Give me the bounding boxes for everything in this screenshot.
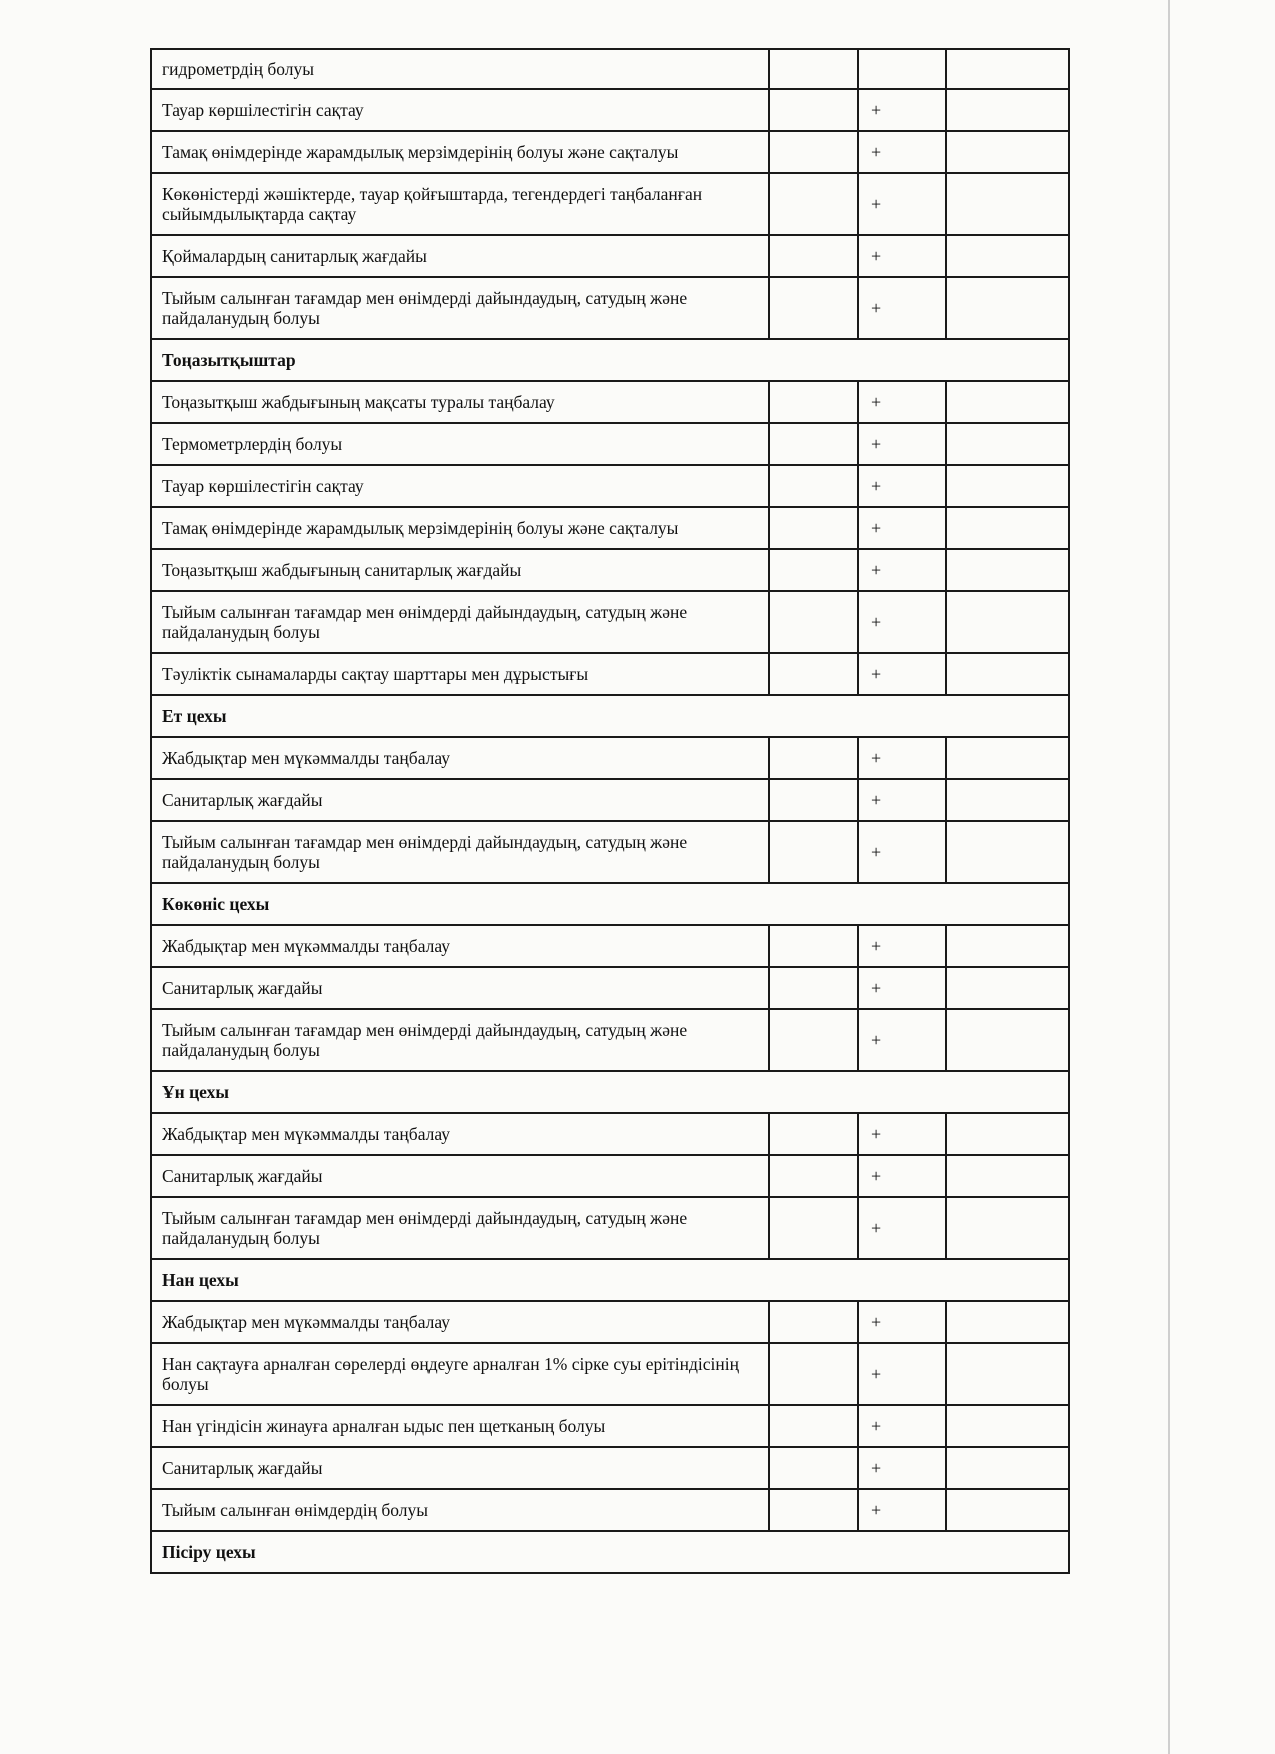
mark-cell bbox=[946, 549, 1069, 591]
criterion-text: Тауар көршілестігін сақтау bbox=[151, 89, 769, 131]
criterion-text: Санитарлық жағдайы bbox=[151, 779, 769, 821]
checklist-row bbox=[151, 821, 1069, 883]
mark-cell bbox=[946, 1489, 1069, 1531]
mark-cell bbox=[769, 1009, 858, 1071]
checklist-row bbox=[151, 131, 1069, 173]
mark-cell: + bbox=[858, 507, 946, 549]
criterion-text: Тауар көршілестігін сақтау bbox=[151, 465, 769, 507]
checklist-row bbox=[151, 1301, 1069, 1343]
mark-cell bbox=[769, 1113, 858, 1155]
criterion-text: Жабдықтар мен мүкәммалды таңбалау bbox=[151, 925, 769, 967]
checklist-row bbox=[151, 653, 1069, 695]
mark-cell: + bbox=[858, 779, 946, 821]
mark-cell: + bbox=[858, 1489, 946, 1531]
mark-cell: + bbox=[858, 465, 946, 507]
checklist-row bbox=[151, 1155, 1069, 1197]
mark-cell: + bbox=[858, 737, 946, 779]
section-header-row bbox=[151, 1259, 1069, 1301]
mark-cell: + bbox=[858, 235, 946, 277]
mark-cell bbox=[769, 591, 858, 653]
criterion-text: Көкөністерді жәшіктерде, тауар қойғыштарда, тегендердегі таңбаланған сыйымдылықтарда сақтау bbox=[151, 173, 769, 235]
section-header-row bbox=[151, 339, 1069, 381]
mark-cell: + bbox=[858, 821, 946, 883]
criterion-text: гидрометрдің болуы bbox=[151, 49, 769, 89]
checklist-row bbox=[151, 423, 1069, 465]
section-header-row bbox=[151, 695, 1069, 737]
mark-cell: + bbox=[858, 173, 946, 235]
checklist-row bbox=[151, 779, 1069, 821]
criterion-text: Тамақ өнімдерінде жарамдылық мерзімдерінің болуы және сақталуы bbox=[151, 131, 769, 173]
criterion-text: Тоңазытқыш жабдығының мақсаты туралы таңбалау bbox=[151, 381, 769, 423]
mark-cell bbox=[946, 821, 1069, 883]
mark-cell bbox=[769, 1447, 858, 1489]
mark-cell bbox=[946, 49, 1069, 89]
checklist-row bbox=[151, 1489, 1069, 1531]
mark-cell bbox=[769, 131, 858, 173]
section-header-row bbox=[151, 883, 1069, 925]
mark-cell: + bbox=[858, 1155, 946, 1197]
mark-cell bbox=[769, 549, 858, 591]
mark-cell: + bbox=[858, 423, 946, 465]
checklist-row bbox=[151, 1113, 1069, 1155]
checklist-row bbox=[151, 1197, 1069, 1259]
mark-cell: + bbox=[858, 1113, 946, 1155]
checklist-row bbox=[151, 549, 1069, 591]
mark-cell bbox=[946, 235, 1069, 277]
checklist-rows bbox=[151, 49, 1069, 1573]
mark-cell bbox=[946, 1009, 1069, 1071]
mark-cell bbox=[769, 49, 858, 89]
mark-cell bbox=[769, 507, 858, 549]
mark-cell bbox=[946, 967, 1069, 1009]
criterion-text: Санитарлық жағдайы bbox=[151, 1447, 769, 1489]
section-header-row bbox=[151, 1531, 1069, 1573]
mark-cell bbox=[769, 1301, 858, 1343]
criterion-text: Тәуліктік сынамаларды сақтау шарттары мен дұрыстығы bbox=[151, 653, 769, 695]
mark-cell bbox=[946, 1155, 1069, 1197]
checklist-row bbox=[151, 1447, 1069, 1489]
checklist-row bbox=[151, 737, 1069, 779]
mark-cell bbox=[769, 1405, 858, 1447]
mark-cell: + bbox=[858, 277, 946, 339]
criterion-text: Термометрлердің болуы bbox=[151, 423, 769, 465]
mark-cell bbox=[946, 381, 1069, 423]
mark-cell: + bbox=[858, 549, 946, 591]
mark-cell bbox=[946, 1113, 1069, 1155]
criterion-text: Тыйым салынған тағамдар мен өнімдерді дайындаудың, сатудың және пайдаланудың болуы bbox=[151, 1197, 769, 1259]
mark-cell bbox=[946, 591, 1069, 653]
mark-cell bbox=[769, 1489, 858, 1531]
criterion-text: Жабдықтар мен мүкәммалды таңбалау bbox=[151, 737, 769, 779]
mark-cell bbox=[858, 49, 946, 89]
mark-cell bbox=[946, 131, 1069, 173]
criterion-text: Тамақ өнімдерінде жарамдылық мерзімдерінің болуы және сақталуы bbox=[151, 507, 769, 549]
mark-cell bbox=[946, 277, 1069, 339]
mark-cell: + bbox=[858, 1405, 946, 1447]
mark-cell: + bbox=[858, 1009, 946, 1071]
mark-cell bbox=[946, 1447, 1069, 1489]
mark-cell bbox=[946, 737, 1069, 779]
section-title: Ұн цехы bbox=[151, 1071, 1069, 1113]
mark-cell bbox=[946, 1405, 1069, 1447]
section-title: Ет цехы bbox=[151, 695, 1069, 737]
mark-cell bbox=[769, 235, 858, 277]
checklist-row bbox=[151, 235, 1069, 277]
mark-cell bbox=[946, 1343, 1069, 1405]
checklist-row bbox=[151, 1343, 1069, 1405]
mark-cell bbox=[946, 465, 1069, 507]
mark-cell bbox=[946, 173, 1069, 235]
mark-cell bbox=[946, 507, 1069, 549]
checklist-row bbox=[151, 49, 1069, 89]
mark-cell: + bbox=[858, 131, 946, 173]
criterion-text: Қоймалардың санитарлық жағдайы bbox=[151, 235, 769, 277]
criterion-text: Тыйым салынған тағамдар мен өнімдерді дайындаудың, сатудың және пайдаланудың болуы bbox=[151, 821, 769, 883]
checklist-row bbox=[151, 1009, 1069, 1071]
mark-cell bbox=[946, 1301, 1069, 1343]
criterion-text: Тыйым салынған тағамдар мен өнімдерді дайындаудың, сатудың және пайдаланудың болуы bbox=[151, 1009, 769, 1071]
mark-cell: + bbox=[858, 967, 946, 1009]
section-title: Тоңазытқыштар bbox=[151, 339, 1069, 381]
mark-cell bbox=[769, 277, 858, 339]
checklist-row bbox=[151, 591, 1069, 653]
mark-cell bbox=[769, 89, 858, 131]
mark-cell bbox=[946, 925, 1069, 967]
mark-cell bbox=[769, 737, 858, 779]
mark-cell: + bbox=[858, 381, 946, 423]
section-header-row bbox=[151, 1071, 1069, 1113]
checklist-table bbox=[150, 48, 1070, 1574]
mark-cell bbox=[769, 821, 858, 883]
criterion-text: Санитарлық жағдайы bbox=[151, 1155, 769, 1197]
mark-cell bbox=[769, 779, 858, 821]
criterion-text: Жабдықтар мен мүкәммалды таңбалау bbox=[151, 1113, 769, 1155]
checklist-row bbox=[151, 967, 1069, 1009]
criterion-text: Тоңазытқыш жабдығының санитарлық жағдайы bbox=[151, 549, 769, 591]
mark-cell bbox=[946, 779, 1069, 821]
mark-cell bbox=[769, 1197, 858, 1259]
mark-cell: + bbox=[858, 925, 946, 967]
mark-cell bbox=[946, 1197, 1069, 1259]
checklist-row bbox=[151, 925, 1069, 967]
mark-cell bbox=[946, 89, 1069, 131]
mark-cell bbox=[769, 1343, 858, 1405]
mark-cell bbox=[946, 653, 1069, 695]
criterion-text: Тыйым салынған тағамдар мен өнімдерді дайындаудың, сатудың және пайдаланудың болуы bbox=[151, 277, 769, 339]
mark-cell bbox=[946, 423, 1069, 465]
mark-cell: + bbox=[858, 653, 946, 695]
criterion-text: Нан сақтауға арналған сөрелерді өңдеуге арналған 1% сірке суы ерітіндісінің болуы bbox=[151, 1343, 769, 1405]
section-title: Нан цехы bbox=[151, 1259, 1069, 1301]
mark-cell: + bbox=[858, 89, 946, 131]
checklist-row bbox=[151, 465, 1069, 507]
mark-cell: + bbox=[858, 1197, 946, 1259]
mark-cell bbox=[769, 423, 858, 465]
mark-cell: + bbox=[858, 1343, 946, 1405]
mark-cell: + bbox=[858, 1447, 946, 1489]
checklist-row bbox=[151, 507, 1069, 549]
criterion-text: Тыйым салынған өнімдердің болуы bbox=[151, 1489, 769, 1531]
mark-cell bbox=[769, 173, 858, 235]
checklist-row bbox=[151, 381, 1069, 423]
criterion-text: Санитарлық жағдайы bbox=[151, 967, 769, 1009]
checklist-row bbox=[151, 173, 1069, 235]
mark-cell bbox=[769, 653, 858, 695]
criterion-text: Нан үгіндісін жинауға арналған ыдыс пен щетканың болуы bbox=[151, 1405, 769, 1447]
checklist-row bbox=[151, 277, 1069, 339]
checklist-row bbox=[151, 1405, 1069, 1447]
mark-cell bbox=[769, 465, 858, 507]
mark-cell bbox=[769, 925, 858, 967]
section-title: Пісіру цехы bbox=[151, 1531, 1069, 1573]
mark-cell bbox=[769, 381, 858, 423]
mark-cell: + bbox=[858, 591, 946, 653]
section-title: Көкөніс цехы bbox=[151, 883, 1069, 925]
checklist-row bbox=[151, 89, 1069, 131]
mark-cell: + bbox=[858, 1301, 946, 1343]
page-edge bbox=[1168, 0, 1170, 1754]
criterion-text: Жабдықтар мен мүкәммалды таңбалау bbox=[151, 1301, 769, 1343]
criterion-text: Тыйым салынған тағамдар мен өнімдерді дайындаудың, сатудың және пайдаланудың болуы bbox=[151, 591, 769, 653]
mark-cell bbox=[769, 1155, 858, 1197]
mark-cell bbox=[769, 967, 858, 1009]
